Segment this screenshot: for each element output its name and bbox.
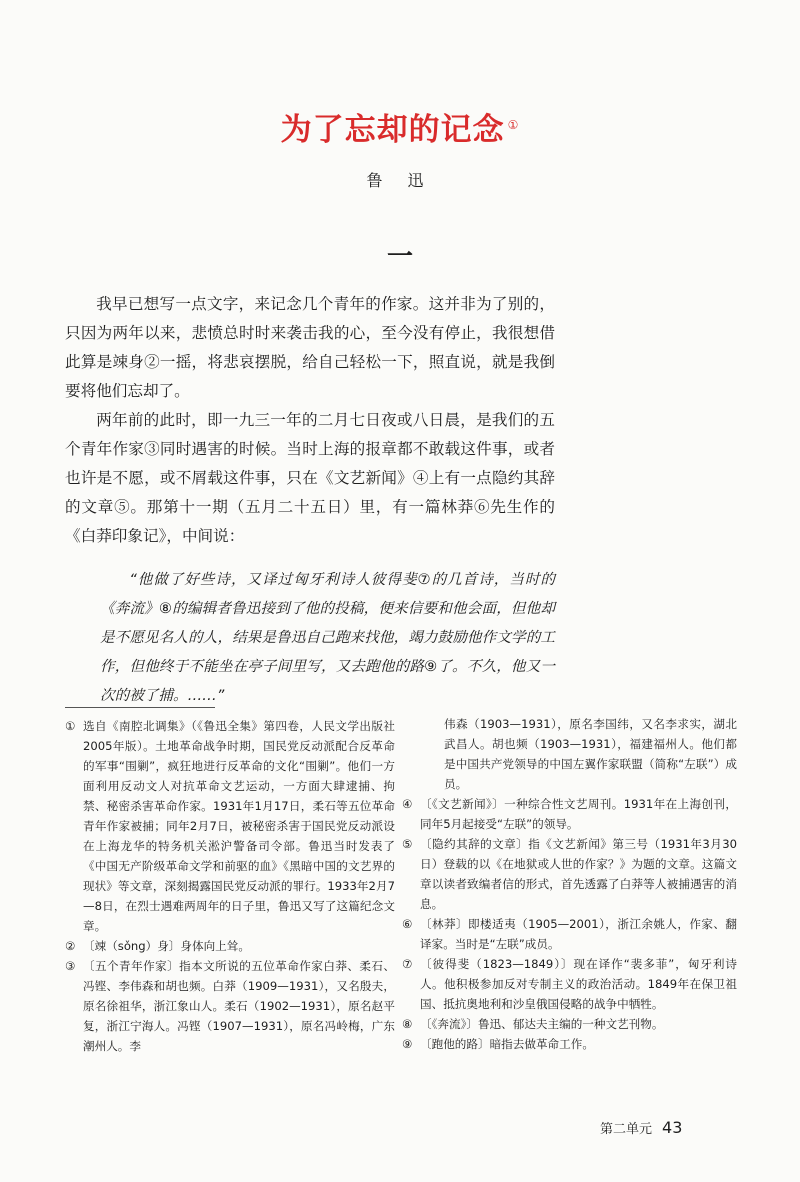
paragraph-1: 我早已想写一点文字，来记念几个青年的作家。这并非为了别的，只因为两年以来，悲愤总时时来袭击我的心，至今没有停止，我很想借此算是竦身②一摇，将悲哀摆脱，给自己轻松一下，照直说，就是我倒要将他们忘却了。 bbox=[65, 295, 555, 400]
main-text bbox=[65, 290, 555, 551]
footnote-3-continued bbox=[402, 714, 737, 794]
footnote-text: 〔竦（sǒng）身〕身体向上耸。 bbox=[83, 939, 250, 953]
footnote-number: ⑥ bbox=[402, 917, 413, 931]
footnote-divider bbox=[65, 707, 215, 708]
paragraph-2: 两年前的此时，即一九三一年的二月七日夜或八日晨，是我们的五个青年作家③同时遇害的时候。当时上海的报章都不敢载这件事，或者也许是不愿，或不屑载这件事，只在《文艺新闻》④上有一点隐约其辞的文章⑤。那第十一期（五月二十五日）里，有一篇林莽⑥先生作的《白莽印象记》，中间说： bbox=[65, 411, 555, 545]
footnote-number: ⑤ bbox=[402, 837, 413, 851]
footnote-number: ④ bbox=[402, 797, 413, 811]
footnote-number: ⑨ bbox=[402, 1037, 413, 1051]
title-text: 为了忘却的记念 bbox=[280, 112, 505, 148]
footnote-9 bbox=[402, 1034, 737, 1054]
footnote-text: 〔《文艺新闻》〕一种综合性文艺周刊。1931年在上海创刊，同年5月起接受“左联”的领导。 bbox=[420, 797, 737, 831]
footnote-text: 伟森（1903—1931），原名李国纬，又名李求实，湖北武昌人。胡也频（1903—1931），福建福州人。他们都是中国共产党领导的中国左翼作家联盟（简称“左联”）成员。 bbox=[444, 717, 737, 791]
page-title bbox=[0, 104, 800, 149]
footnote-text: 〔彼得斐（1823—1849）〕现在译作“裴多菲”，匈牙利诗人。他积极参加反对专制主义的政治活动。1849年在保卫祖国、抵抗奥地利和沙皇俄国侵略的战争中牺牲。 bbox=[420, 957, 737, 1011]
title-footnote-mark: ① bbox=[507, 117, 520, 132]
footnote-number: ⑦ bbox=[402, 957, 413, 971]
footnote-1 bbox=[65, 716, 395, 936]
footnote-text: 〔林莽〕即楼适夷（1905—2001），浙江余姚人，作家、翻译家。当时是“左联”成员。 bbox=[420, 917, 737, 951]
footnote-number: ⑧ bbox=[402, 1017, 413, 1031]
footnote-8 bbox=[402, 1014, 737, 1034]
footnote-3 bbox=[65, 956, 395, 1056]
footnote-text: 〔隐约其辞的文章〕指《文艺新闻》第三号（1931年3月30日）登载的以《在地狱或人世的作家？》为题的文章。这篇文章以读者致编者信的形式，首先透露了白莽等人被捕遇害的消息。 bbox=[420, 837, 737, 911]
footnote-text: 〔跑他的路〕暗指去做革命工作。 bbox=[420, 1037, 594, 1051]
section-number: 一 bbox=[386, 242, 413, 272]
block-quote: “他做了好些诗，又译过匈牙利诗人彼得斐⑦的几首诗，当时的《奔流》⑧的编辑者鲁迅接到了他的投稿，便来信要和他会面，但他却是不愿见名人的人，结果是鲁迅自己跑来找他，竭力鼓励他作文学的工作，但他终于不能坐在亭子间里写，又去跑他的路⑨了。不久，他又一次的被了捕。……” bbox=[100, 571, 555, 704]
author: 鲁 迅 bbox=[366, 171, 434, 190]
footnotes-left-column bbox=[65, 716, 395, 1056]
footnote-number: ① bbox=[65, 719, 76, 733]
footnote-text: 〔《奔流》〕鲁迅、郁达夫主编的一种文艺刊物。 bbox=[420, 1017, 664, 1031]
page-number: 43 bbox=[662, 1118, 683, 1137]
footnote-5 bbox=[402, 834, 737, 914]
footnote-7 bbox=[402, 954, 737, 1014]
footnote-4 bbox=[402, 794, 737, 834]
footnote-6 bbox=[402, 914, 737, 954]
footnote-text: 〔五个青年作家〕指本文所说的五位革命作家白莽、柔石、冯铿、李伟森和胡也频。白莽（1909—1931），又名殷夫，原名徐祖华，浙江象山人。柔石（1902—1931），原名赵平复，浙江宁海人。冯铿（1907—1931），原名冯岭梅，广东潮州人。李 bbox=[83, 959, 395, 1053]
unit-label: 第二单元 bbox=[600, 1122, 653, 1137]
footnote-2 bbox=[65, 936, 395, 956]
footnote-number: ② bbox=[65, 939, 76, 953]
footnotes-right-column bbox=[402, 714, 737, 1054]
footnote-text: 选自《南腔北调集》（《鲁迅全集》第四卷，人民文学出版社2005年版）。土地革命战争时期，国民党反动派配合反革命的军事“围剿”，疯狂地进行反革命的文化“围剿”。他们一方面利用反动文人对抗革命文艺运动，一方面大肆逮捕、拘禁、秘密杀害革命作家。1931年1月17日，柔石等五位革命青年作家被捕；同年2月7日，被秘密杀害于国民党反动派设在上海龙华的特务机关淞沪警备司令部。鲁迅当时发表了《中国无产阶级革命文学和前驱的血》《黑暗中国的文艺界的现状》等文章，深刻揭露国民党反动派的罪行。1933年2月7—8日，在烈士遇难两周年的日子里，鲁迅又写了这篇纪念文章。 bbox=[83, 719, 395, 933]
footnote-number: ③ bbox=[65, 959, 76, 973]
page-footer bbox=[600, 1118, 682, 1137]
